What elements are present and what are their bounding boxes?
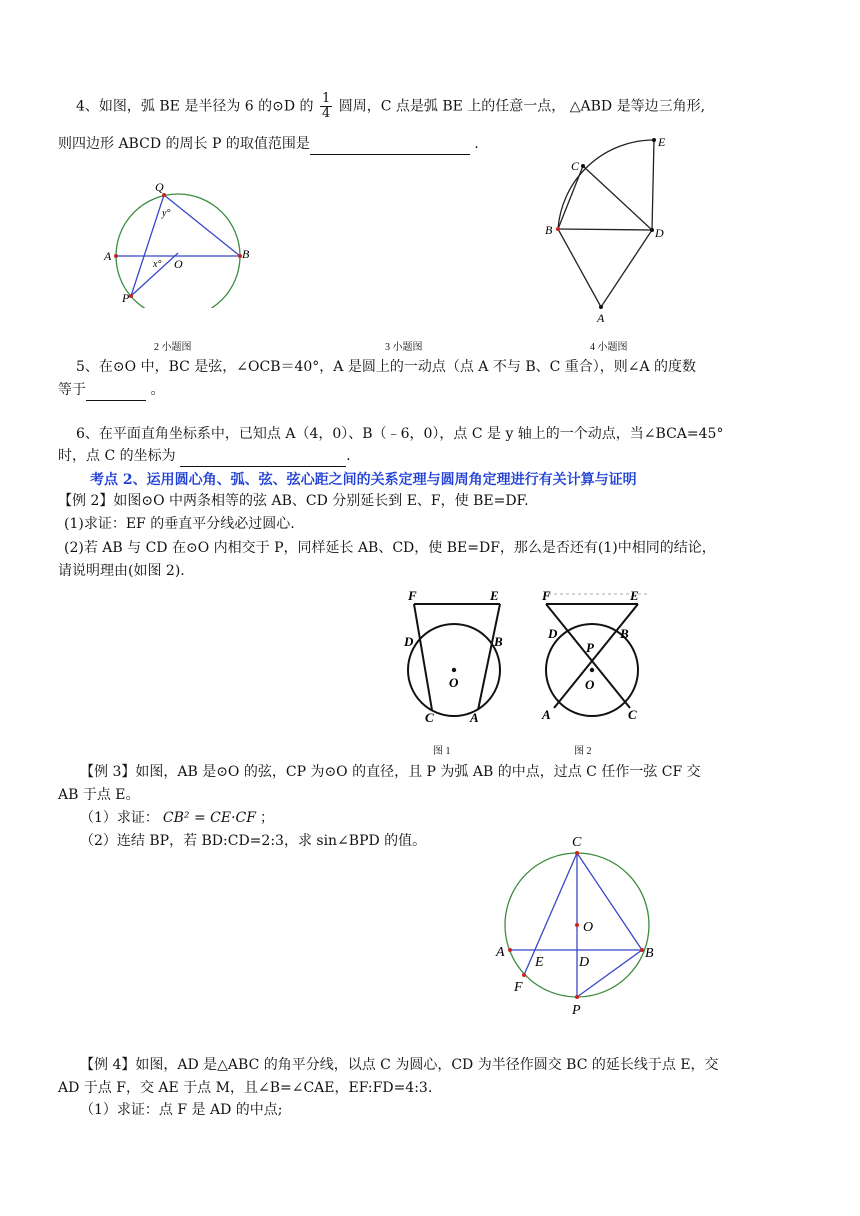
ex2-line3: (2)若 AB 与 CD 在⊙O 内相交于 P，同样延长 AB、CD，使 BE=DF，那么是否还有(1)中相同的结论， — [64, 540, 716, 556]
figure-q2 — [100, 178, 260, 308]
label-O: O — [449, 675, 459, 690]
fraction-one-quarter: $\frac{1}{4}$ — [321, 91, 331, 121]
ex4-line3: （1）求证：点 F 是 AD 的中点; — [80, 1102, 283, 1118]
figure-ex2-1 — [400, 586, 520, 726]
label-A: A — [104, 249, 112, 263]
label-F: F — [542, 588, 551, 603]
figure-ex2-2 — [538, 586, 658, 726]
formula: CB² = CE·CF — [162, 810, 256, 826]
label-x: x° — [153, 259, 162, 270]
label-P: P — [122, 291, 130, 305]
label-A: A — [597, 311, 605, 325]
caption-ex2-fig1: 图 1 — [433, 746, 451, 757]
label-D: D — [404, 634, 414, 649]
caption-fig4: 4 小题图 — [590, 342, 628, 353]
caption-fig2: 2 小题图 — [154, 342, 192, 353]
label-y: y° — [162, 208, 171, 219]
label-D: D — [548, 626, 558, 641]
label-F: F — [514, 980, 523, 995]
label-C: C — [571, 159, 580, 173]
label-P: P — [586, 640, 594, 655]
ex3-line3: （1）求证： CB² = CE·CF ； — [80, 810, 274, 826]
label-O: O — [583, 920, 594, 935]
label-E: E — [490, 588, 499, 603]
label-P: P — [572, 1003, 581, 1018]
label-B: B — [545, 223, 553, 237]
q6-line2: 时，点 C 的坐标为 . — [58, 446, 351, 467]
label-A: A — [542, 707, 551, 722]
ex3-line1: 【例 3】如图，AB 是⊙O 的弦，CP 为⊙O 的直径，且 P 为弧 AB 的中点，过点 C 任作一弦 CF 交 — [80, 764, 701, 780]
label-E: E — [535, 955, 544, 970]
label-B: B — [494, 634, 503, 649]
section-heading: 考点 2、运用圆心角、弧、弦、弦心距之间的关系定理与圆周角定理进行有关计算与证明 — [90, 472, 637, 488]
label-A: A — [470, 710, 479, 725]
answer-blank[interactable] — [310, 134, 470, 155]
label-D: D — [655, 226, 664, 240]
label-O: O — [585, 677, 595, 692]
label-E: E — [630, 588, 639, 603]
figure-q4 — [538, 130, 678, 325]
ex3-line2: AB 于点 E。 — [58, 787, 140, 803]
label-C: C — [572, 835, 582, 850]
label-B: B — [645, 946, 654, 961]
figure-ex3 — [490, 830, 670, 1020]
caption-ex2-fig2: 图 2 — [574, 746, 592, 757]
answer-blank[interactable] — [180, 446, 346, 467]
caption-fig3: 3 小题图 — [385, 342, 423, 353]
label-C: C — [425, 710, 434, 725]
label-D: D — [579, 955, 590, 970]
ex2-line1: 【例 2】如图⊙O 中两条相等的弦 AB、CD 分别延长到 E、F，使 BE=DF. — [58, 493, 529, 509]
label-E: E — [658, 135, 666, 149]
q6-line1: 6、在平面直角坐标系中，已知点 A（4，0）、B（﹣6，0），点 C 是 y 轴上的一个动点，当∠BCA=45° — [76, 426, 724, 442]
q5-line2: 等于 。 — [58, 380, 164, 401]
label-A: A — [496, 945, 505, 960]
ex3-line4: （2）连结 BP，若 BD:CD=2:3，求 sin∠BPD 的值。 — [80, 833, 427, 849]
ex2-line4: 请说明理由(如图 2). — [58, 563, 185, 579]
label-B: B — [620, 626, 629, 641]
answer-blank[interactable] — [86, 380, 146, 401]
label-B: B — [242, 247, 250, 261]
label-F: F — [408, 588, 417, 603]
label-C: C — [628, 707, 637, 722]
label-O: O — [174, 257, 183, 271]
q4-line2: 则四边形 ABCD 的周长 P 的取值范围是 . — [58, 134, 479, 155]
q5-line1: 5、在⊙O 中，BC 是弦，∠OCB＝40°，A 是圆上的一动点（点 A 不与 B、C 重合），则∠A 的度数 — [76, 359, 697, 375]
label-Q: Q — [155, 180, 164, 194]
ex2-line2: (1)求证：EF 的垂直平分线必过圆心. — [64, 516, 295, 532]
ex4-line2: AD 于点 F，交 AE 于点 M，且∠B=∠CAE，EF:FD=4:3. — [58, 1080, 433, 1096]
ex4-line1: 【例 4】如图，AD 是△ABC 的角平分线，以点 C 为圆心，CD 为半径作圆交 BC 的延长线于点 E，交 — [80, 1057, 719, 1073]
q4-line1: 4、如图，弧 BE 是半径为 6 的⊙D 的 $\frac{1}{4}$ 圆周，C 点是弧 BE 上的任意一点， △ABD 是等边三角形, — [76, 91, 706, 121]
